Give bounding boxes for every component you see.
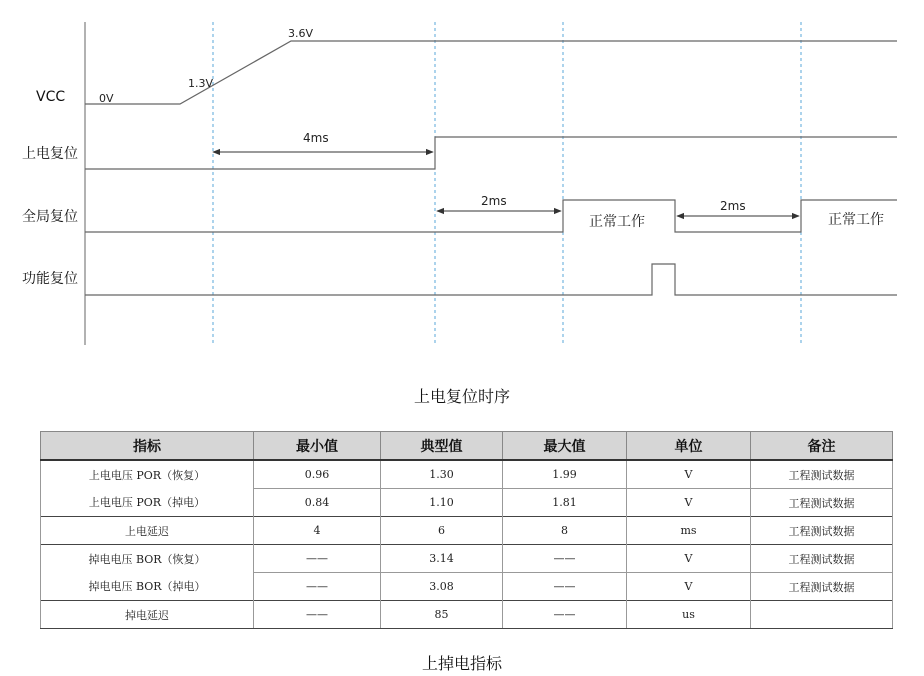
table-row [41,545,893,573]
signal-label-por: 上电复位 [22,146,78,162]
global-delay-label-1: 2ms [481,194,507,208]
cell-max: 1.81 [503,489,627,517]
signal-label-func: 功能复位 [22,271,78,287]
cell-note: 工程测试数据 [751,545,893,573]
cell-note: 工程测试数据 [751,489,893,517]
table-header-row [41,432,893,461]
cell-note: 工程测试数据 [751,460,893,489]
cell-note: 工程测试数据 [751,573,893,601]
vcc-waveform [85,41,897,104]
vcc-label-3v6: 3.6V [288,27,314,40]
normal-state-label-2: 正常工作 [828,212,884,228]
cell-metric: 掉电延迟 [41,601,254,629]
global-delay-label-2: 2ms [720,199,746,213]
vcc-label-1v3: 1.3V [188,77,214,90]
signal-label-vcc: VCC [36,89,66,105]
table-row [41,573,893,601]
cell-unit: ms [627,517,751,545]
cell-max: 1.99 [503,460,627,489]
cell-max: —— [503,601,627,629]
header-max: 最大值 [503,432,627,461]
cell-typ: 3.08 [381,573,503,601]
cell-metric: 掉电电压 BOR（恢复） [41,545,254,573]
cell-metric: 上电电压 POR（恢复） [41,460,254,489]
table-row [41,517,893,545]
cell-unit: V [627,573,751,601]
cell-max: —— [503,573,627,601]
timing-caption: 上电复位时序 [413,387,510,406]
cell-unit: V [627,545,751,573]
por-delay-label: 4ms [303,131,329,145]
cell-typ: 1.30 [381,460,503,489]
cell-metric: 掉电电压 BOR（掉电） [41,573,254,601]
cell-typ: 6 [381,517,503,545]
power-spec-table [40,431,893,629]
func-reset-waveform [85,264,897,295]
cell-metric: 上电电压 POR（掉电） [41,489,254,517]
cell-min: —— [254,601,381,629]
header-typ: 典型值 [381,432,503,461]
cell-unit: V [627,489,751,517]
cell-note: 工程测试数据 [751,517,893,545]
cell-min: 0.84 [254,489,381,517]
signal-label-global: 全局复位 [22,209,78,225]
header-metric: 指标 [41,432,254,461]
vcc-label-0v: 0V [99,92,114,105]
header-note: 备注 [751,432,893,461]
header-min: 最小值 [254,432,381,461]
por-waveform [85,137,897,169]
cell-max: 8 [503,517,627,545]
table-row [41,460,893,489]
table-caption: 上掉电指标 [421,654,502,673]
cell-min: 4 [254,517,381,545]
cell-metric: 上电延迟 [41,517,254,545]
header-unit: 单位 [627,432,751,461]
cell-min: —— [254,573,381,601]
cell-unit: us [627,601,751,629]
normal-state-label-1: 正常工作 [589,214,645,230]
cell-min: 0.96 [254,460,381,489]
table-row [41,489,893,517]
cell-max: —— [503,545,627,573]
cell-min: —— [254,545,381,573]
cell-typ: 3.14 [381,545,503,573]
cell-unit: V [627,460,751,489]
cell-note [751,601,893,629]
cell-typ: 85 [381,601,503,629]
cell-typ: 1.10 [381,489,503,517]
table-row [41,601,893,629]
reference-guides [213,22,801,345]
